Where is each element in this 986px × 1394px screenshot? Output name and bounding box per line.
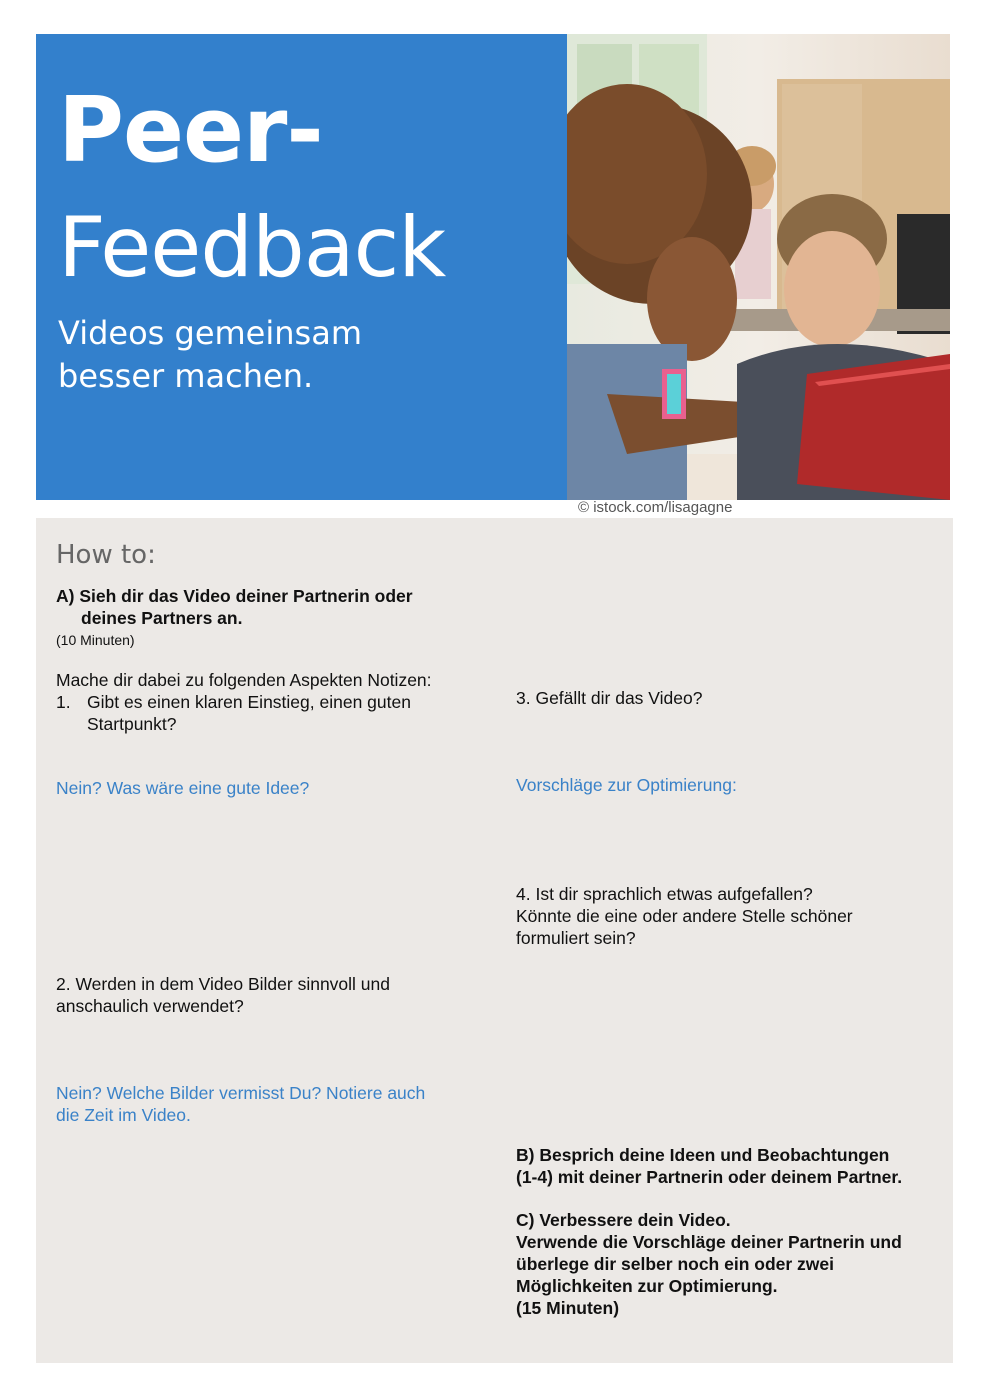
howto-heading: How to: [56, 540, 156, 570]
step-c-line-4: Möglichkeiten zur Optimierung. [516, 1276, 778, 1296]
children-tablet-image [567, 34, 950, 500]
question-1 [56, 691, 476, 735]
question-3: 3. Gefällt dir das Video? [516, 688, 703, 708]
question-3-prompt: Vorschläge zur Optimierung: [516, 775, 737, 795]
question-1-number: 1. [56, 692, 71, 712]
hero-photo [567, 34, 950, 500]
step-b-line-2: (1-4) mit deiner Partnerin oder deinem Partner. [516, 1167, 903, 1187]
step-a-time: (10 Minuten) [56, 632, 135, 648]
subtitle-line-1: Videos gemeinsam [58, 314, 362, 352]
photo-credit: © istock.com/lisagagne [578, 499, 733, 516]
title-line-1: Peer- [58, 78, 323, 183]
step-c-time: (15 Minuten) [516, 1298, 620, 1318]
question-4-line-2: Könnte die eine oder andere Stelle schöner [516, 906, 853, 926]
question-4-line-1: 4. Ist dir sprachlich etwas aufgefallen? [516, 884, 813, 904]
question-1-prompt: Nein? Was wäre eine gute Idee? [56, 778, 310, 798]
question-2-line-1: 2. Werden in dem Video Bilder sinnvoll und [56, 974, 390, 994]
step-c-line-2: Verwende die Vorschläge deiner Partnerin und [516, 1232, 902, 1252]
question-2-prompt-line-2: die Zeit im Video. [56, 1105, 191, 1125]
notes-intro: Mache dir dabei zu folgenden Aspekten Notizen: [56, 670, 432, 690]
instruction-panel [36, 518, 953, 1363]
step-c-line-3: überlege dir selber noch ein oder zwei [516, 1254, 834, 1274]
hero-banner [36, 34, 567, 500]
question-1-line-2: Startpunkt? [87, 714, 177, 734]
step-a-line-2: deines Partners an. [81, 608, 243, 628]
step-c-line-1: C) Verbessere dein Video. [516, 1210, 731, 1230]
question-2-prompt-line-1: Nein? Welche Bilder vermisst Du? Notiere auch [56, 1083, 426, 1103]
step-b-line-1: B) Besprich deine Ideen und Beobachtungen [516, 1145, 890, 1165]
question-1-line-1: Gibt es einen klaren Einstieg, einen guten [87, 692, 411, 712]
question-2-line-2: anschaulich verwendet? [56, 996, 244, 1016]
subtitle [58, 312, 478, 398]
question-4-line-3: formuliert sein? [516, 928, 636, 948]
title-line-2: Feedback [58, 199, 446, 296]
subtitle-line-2: besser machen. [58, 357, 314, 395]
step-a-line-1: A) Sieh dir das Video deiner Partnerin oder [56, 586, 413, 606]
